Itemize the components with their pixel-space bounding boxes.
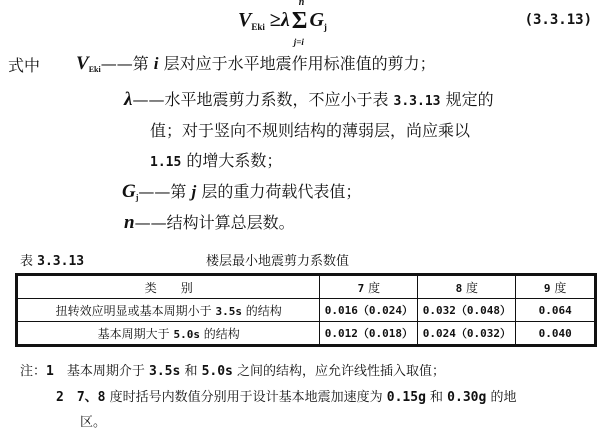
definition-g-j: $G_j——$第 j 层的重力荷载代表值； bbox=[122, 181, 362, 202]
row-category: 基本周期大于 5.0s 的结构 bbox=[18, 322, 320, 345]
row-value-7: 0.012（0.018） bbox=[320, 322, 418, 345]
table-row bbox=[18, 322, 595, 345]
equation-number: (3.3.13) bbox=[524, 12, 592, 28]
note-2: 2 7、8 度时括号内数值分别用于设计基本地震加速度为 0.15g 和 0.30g 的地 bbox=[56, 390, 517, 405]
eq-rhs: $G_j$ bbox=[309, 9, 327, 32]
definition-lambda: λ——水平地震剪力系数，不应小于表 3.3.13 规定的 bbox=[124, 89, 494, 110]
header-7-degree: 7 度 bbox=[320, 276, 418, 299]
note-2-line2: 区。 bbox=[80, 415, 107, 430]
header-8-degree: 8 度 bbox=[418, 276, 516, 299]
table-header-row bbox=[18, 276, 595, 299]
definition-n: n——结构计算总层数。 bbox=[124, 212, 295, 233]
definition-v-eki: $V_{Eki}——$第 i 层对应于水平地震作用标准值的剪力； bbox=[76, 53, 436, 74]
eq-relation: ≥ bbox=[269, 9, 281, 31]
header-category: 类 别 bbox=[18, 276, 320, 299]
row-value-8: 0.032（0.048） bbox=[418, 299, 516, 322]
eq-lhs: $V_{Eki}$ bbox=[238, 9, 265, 32]
seismic-shear-coefficient-table bbox=[17, 275, 595, 345]
definitions-intro: 式中 bbox=[8, 56, 41, 75]
eq-lambda: λ bbox=[280, 9, 290, 31]
eq-sum: n Σ j=i bbox=[291, 0, 308, 47]
note-1: 注：1 基本周期介于 3.5s 和 5.0s 之间的结构，应允许线性插入取值； bbox=[20, 364, 446, 379]
row-value-8: 0.024（0.032） bbox=[418, 322, 516, 345]
definition-lambda-line3: 1.15 的增大系数； bbox=[150, 151, 283, 170]
header-9-degree: 9 度 bbox=[516, 276, 595, 299]
row-value-9: 0.064 bbox=[516, 299, 595, 322]
row-category: 扭转效应明显或基本周期小于 3.5s 的结构 bbox=[18, 299, 320, 322]
table-row bbox=[18, 299, 595, 322]
table-title: 楼层最小地震剪力系数值 bbox=[206, 254, 350, 269]
row-value-9: 0.040 bbox=[516, 322, 595, 345]
equation-line bbox=[0, 0, 608, 50]
def-symbol-v-eki: $V_{Eki}$ bbox=[76, 53, 101, 74]
table-label: 表 3.3.13 bbox=[20, 254, 85, 269]
equation-formula bbox=[238, 0, 327, 47]
definition-lambda-line2: 值；对于竖向不规则结构的薄弱层，尚应乘以 bbox=[150, 121, 471, 140]
row-value-7: 0.016（0.024） bbox=[320, 299, 418, 322]
